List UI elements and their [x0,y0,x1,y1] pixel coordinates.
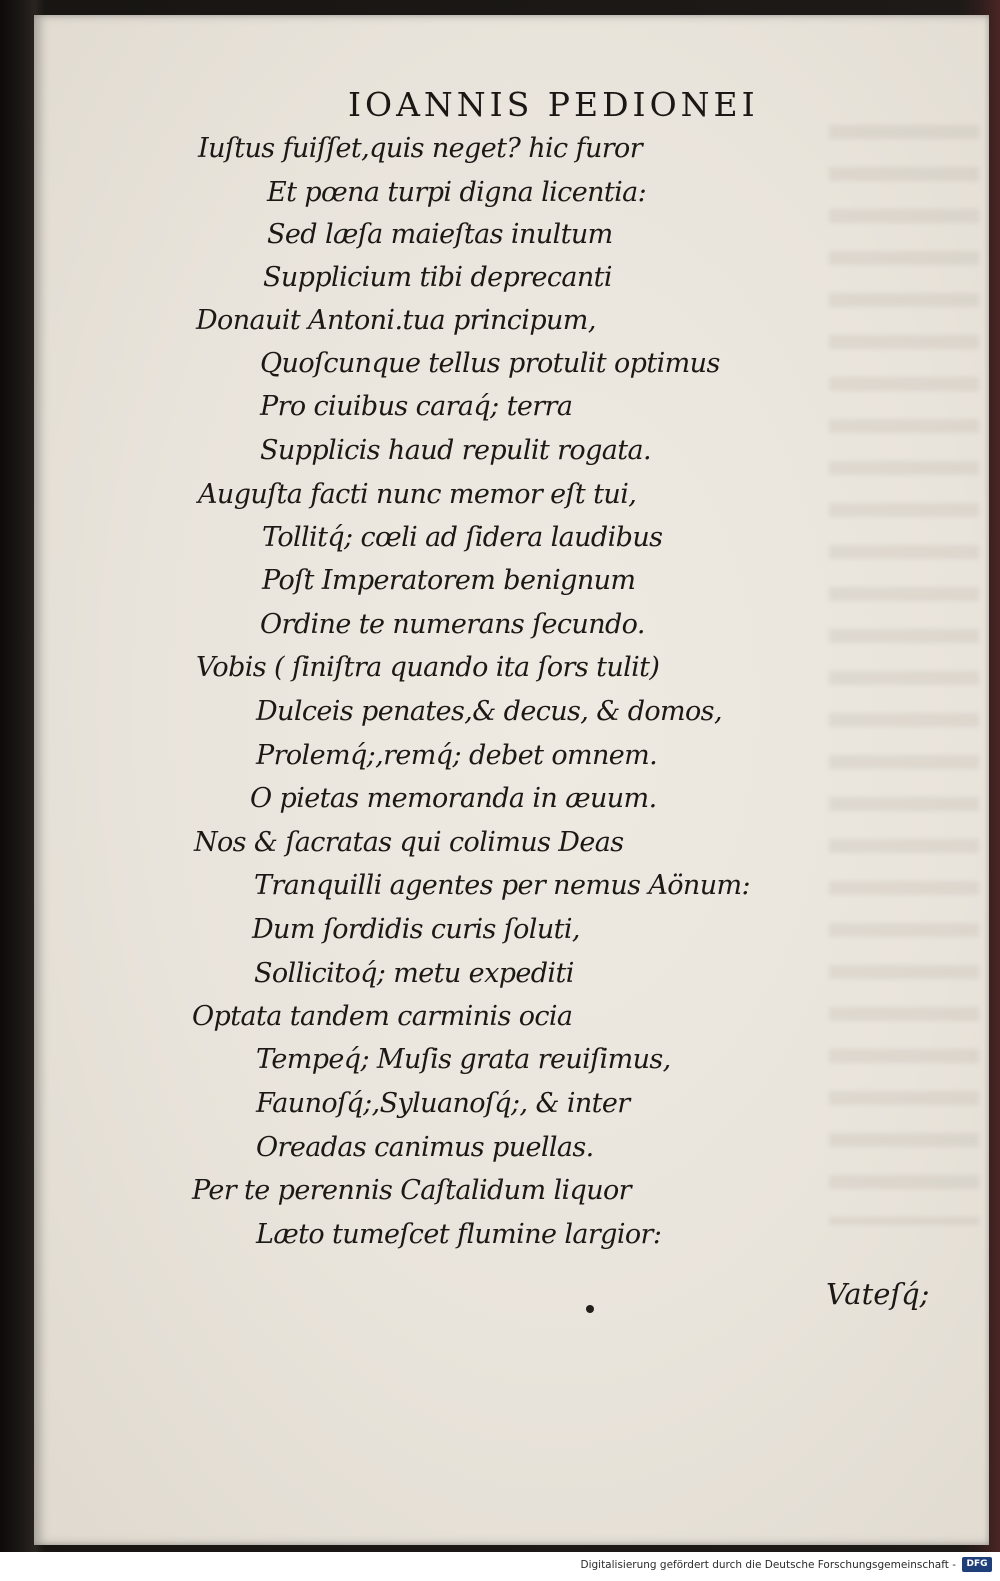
verse-line: Tranquilli agentes per nemus Aönum: [254,870,750,901]
digitization-footer [0,1552,1000,1581]
verse-line: Oreadas canimus puellas. [256,1132,594,1163]
verse-line: Supplicium tibi deprecanti [263,262,612,293]
verse-line: Et pœna turpi digna licentia: [267,177,647,208]
funding-credit: Digitalisierung gefördert durch die Deutsche Forschungsgemeinschaft - [580,1559,956,1571]
show-through-text [829,125,979,1225]
verse-line: Prolemq́;,remq́; debet omnem. [256,740,658,771]
verse-line: Tollitq́; cœli ad ſidera laudibus [262,522,663,553]
catchword: Vateſq́; [826,1277,930,1311]
verse-line: O pietas memoranda in æuum. [250,783,657,814]
verse-line: Optata tandem carminis ocia [192,1001,573,1032]
running-head: IOANNIS PEDIONEI [348,85,759,124]
verse-line: Vobis ( ſiniſtra quando ita ſors tulit) [196,652,660,683]
verse-line: Ordine te numerans ſecundo. [260,609,645,640]
verse-line: Dum ſordidis curis ſoluti, [252,914,580,945]
verse-line: Sollicitoq́; metu expediti [254,958,574,989]
verse-line: Per te perennis Caſtalidum liquor [192,1175,631,1206]
verse-line: Donauit Antoni.tua principum, [196,305,596,336]
verse-line: Supplicis haud repulit rogata. [260,435,651,466]
verse-line: Nos & ſacratas qui colimus Deas [194,827,624,858]
verse-line: Poſt Imperatorem benignum [262,565,636,596]
verse-line: Pro ciuibus caraq́; terra [260,391,573,422]
dfg-logo-icon: DFG [962,1557,992,1572]
verse-line: Sed læſa maieſtas inultum [267,219,613,250]
book-page [34,15,989,1545]
verse-line: Læto tumeſcet flumine largior: [256,1219,662,1250]
verse-line: Quoſcunque tellus protulit optimus [260,348,720,379]
verse-line: Dulceis penates,& decus, & domos, [256,696,722,727]
signature-dot [586,1305,594,1313]
verse-line: Faunoſq́;,Syluanoſq́;, & inter [256,1088,630,1119]
verse-line: Tempeq́; Muſis grata reuiſimus, [256,1044,671,1075]
verse-line: Iuſtus fuiſſet,quis neget? hic furor [198,133,643,164]
verse-line: Auguſta facti nunc memor eſt tui, [198,479,637,510]
